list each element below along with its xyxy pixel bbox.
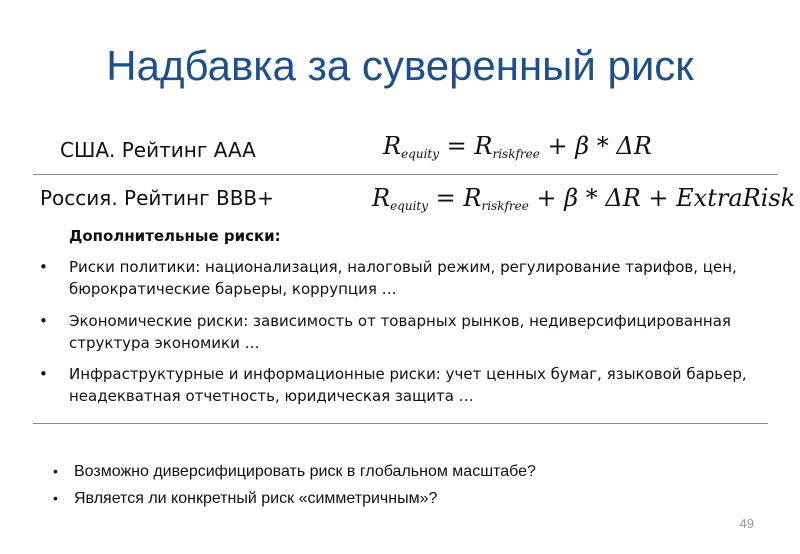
usa-rating-label: США. Рейтинг AAA xyxy=(60,138,256,162)
formula-usa-r2: R xyxy=(474,132,493,160)
bullet: • xyxy=(39,312,48,330)
risk-text: Экономические риски: зависимость от товарных рынков, недиверсифицированная структура экономики … xyxy=(69,312,731,352)
bullet: • xyxy=(53,490,58,506)
bullet: • xyxy=(39,365,48,383)
formula-usa xyxy=(383,132,652,161)
formula-russia-r1: R xyxy=(372,184,391,212)
question-diversification xyxy=(53,463,536,481)
formula-usa-rest: + β * ΔR xyxy=(539,132,652,160)
risk-text: Риски политики: национализация, налоговый режим, регулирование тарифов, цен, бюрократические барьеры, коррупция … xyxy=(69,258,737,298)
formula-usa-eq: = xyxy=(439,132,475,160)
risks-heading: Дополнительные риски: xyxy=(69,227,281,245)
question-text: Возможно диверсифицировать риск в глобальном масштабе? xyxy=(74,463,536,480)
page-number: 49 xyxy=(739,516,754,531)
formula-usa-sub2: riskfree xyxy=(492,147,540,161)
risk-item-politics xyxy=(39,256,759,300)
bullet: • xyxy=(39,258,48,276)
bullet: • xyxy=(53,463,58,479)
risk-text: Инфраструктурные и информационные риски: учет ценных бумаг, языковой барьер, неадекватная отчетность, юридическая защита … xyxy=(69,365,747,405)
formula-russia-eq: = xyxy=(428,184,464,212)
risk-item-infrastructure xyxy=(39,363,759,407)
formula-russia-r2: R xyxy=(463,184,482,212)
question-text: Является ли конкретный риск «симметричным»? xyxy=(74,490,438,507)
divider-top xyxy=(33,174,778,175)
risk-item-economic xyxy=(39,310,759,354)
question-symmetric-risk xyxy=(53,490,438,508)
formula-russia-sub2: riskfree xyxy=(481,199,529,213)
formula-russia-rest: + β * ΔR + ExtraRisk xyxy=(528,184,796,212)
formula-russia xyxy=(372,184,795,213)
divider-bottom xyxy=(33,423,768,424)
formula-usa-sub1: equity xyxy=(401,147,440,161)
russia-rating-label: Россия. Рейтинг BBB+ xyxy=(40,186,274,210)
formula-usa-r1: R xyxy=(383,132,402,160)
formula-russia-sub1: equity xyxy=(390,199,429,213)
slide-title: Надбавка за суверенный риск xyxy=(106,42,694,89)
